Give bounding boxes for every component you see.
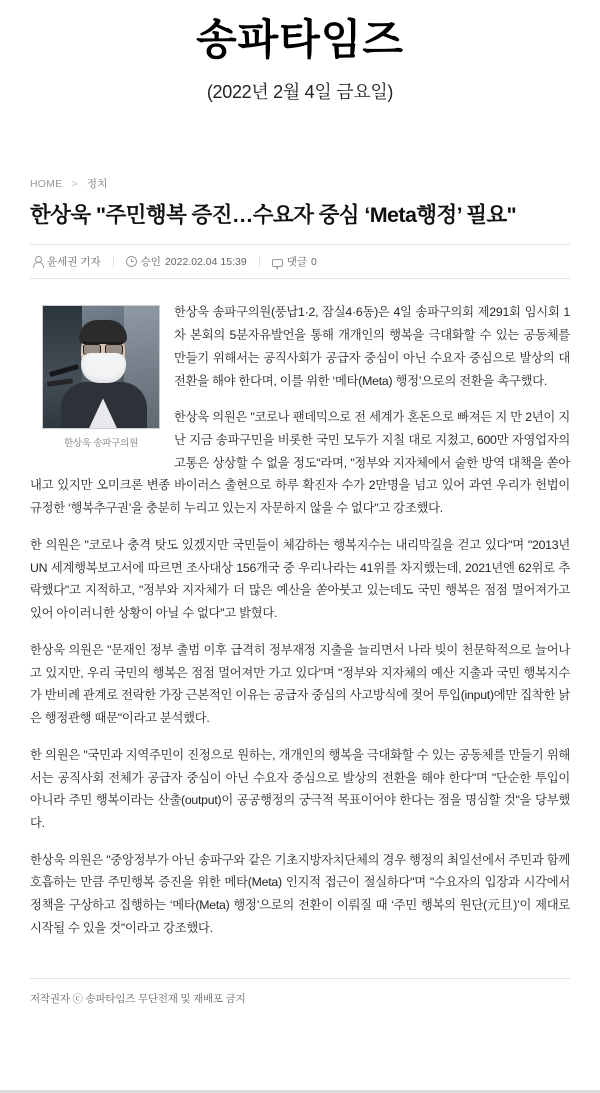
article-container (30, 104, 570, 953)
comment-count[interactable] (272, 254, 329, 269)
publish-time (126, 254, 259, 269)
article-paragraph: 한 의원은 "국민과 지역주민이 진정으로 원하는, 개개인의 행복을 극대화할 수 있는 공동체를 만들기 위해서는 공직사회 전체가 공급자 중심이 아닌 수요자 중심으로 발상의 전환을 해야 한다"며 "단순한 투입이 아니라 주민 행복이라는 산출(output)이 공공행정의 궁극적 목표이어야 한다는 점을 명심할 것"을 당부했다. (30, 747, 570, 830)
glasses-icon (83, 342, 123, 352)
portrait-image (42, 305, 160, 429)
comment-icon (272, 259, 283, 267)
article-paragraph: 한상욱 송파구의원(풍납1·2, 잠실4·6동)은 4일 송파구의회 제291회 임시회 1차 본회의 5분자유발언을 통해 개개인의 행복을 극대화할 수 있는 공동체를 만들기 위해서는 공직사회가 공급자 중심이 아닌 수요자 중심으로 발상의 대전환을 해야 한다며, 이를 위한 ‘메타(Meta) 행정’으로의 전환을 촉구했다. (174, 305, 570, 388)
comments-label: 댓글 (286, 256, 307, 269)
article-meta-bar (30, 244, 570, 279)
page-title: 한상욱 "주민행복 증진…수요자 중심 ‘Meta행정’ 필요" (30, 203, 517, 228)
breadcrumb (30, 176, 570, 191)
article-paragraph: 한 의원은 "코로나 충격 탓도 있겠지만 국민들이 체감하는 행복지수는 내리막길을 걷고 있다"며 "2013년 UN 세계행복보고서에 따르면 조사대상 156개국 중 우리나라는 41위를 차지했는데, 2021년엔 62위로 추락했다"고 지적하고, "정부와 지자체가 더 많은 예산을 쏟아붓고 있는데도 국민 행복은 점점 멀어져가고 있어 아이러니한 상황이 아닐 수 없다"고 밝혔다. (30, 537, 570, 621)
article-figure (42, 305, 160, 453)
meta-divider (259, 257, 260, 267)
article-paragraph: 한상욱 의원은 "코로나 팬데믹으로 전 세계가 혼돈으로 빠져든 지 만 2년이 지난 지금 송파구민을 비롯한 국민 모두가 지칠 대로 지쳤고, 600만 자영업자의 고통은 상상할 수 없을 정도"라며, "정부와 지자체에서 숱한 방역 대책을 쏟아내고 있지만 오미크론 변종 바이러스 출현으로 하루 확진자 수가 2만명을 넘고 있어 과연 우리가 헌법이 규정한 ‘행복추구권’을 충분히 누리고 있는지 자문하지 않을 수 없다"고 강조했다. (30, 410, 570, 516)
byline (32, 254, 113, 269)
face-mask-icon (81, 353, 126, 383)
clock-icon (126, 256, 137, 267)
figure-caption: 한상욱 송파구의원 (63, 438, 139, 450)
article-paragraph: 한상욱 의원은 "문재인 정부 출범 이후 급격히 정부재정 지출을 늘리면서 나라 빚이 천문학적으로 늘어나고 있지만, 우리 국민의 행복은 점점 멀어져만 가고 있다"며 "정부와 지자체의 예산 지출과 국민 행복지수가 반비례 관계로 전락한 가장 근본적인 이유는 공급자 중심의 사고방식에 젖어 투입(input)에만 집착한 낡은 행정관행 때문"이라고 분석했다. (30, 642, 571, 726)
article-paragraph: 한상욱 의원은 "중앙정부가 아닌 송파구와 같은 기초지방자치단체의 경우 행정의 최일선에서 주민과 함께 호흡하는 만큼 주민행복 증진을 위한 메타(Meta) 인지적 접근이 절실하다"며 "수요자의 입장과 시각에서 정책을 구상하고 집행하는 ‘메타(Meta) 행정’으로의 전환이 이뤄질 때 ‘주민 행복의 원단(元旦)’이 제대로 시작될 수 있을 것"이라고 강조했다. (30, 852, 570, 935)
breadcrumb-separator-icon: > (71, 178, 78, 191)
approved-time: 2022.02.04 15:39 (164, 255, 247, 268)
breadcrumb-home[interactable]: HOME (30, 178, 63, 191)
copyright-notice: 저작권자 ⓒ 송파타임즈 무단전재 및 재배포 금지 (30, 978, 570, 1006)
masthead (0, 0, 600, 104)
issue-date: (2022년 2월 4일 금요일) (206, 82, 394, 103)
byline-text[interactable]: 윤세권 기자 (47, 256, 101, 269)
comments-value: 0 (310, 255, 317, 268)
site-title: 송파타임즈 (196, 15, 404, 64)
article-body (30, 279, 570, 953)
person-icon (32, 256, 43, 267)
photo-hair (79, 320, 127, 344)
meta-divider (113, 257, 114, 267)
breadcrumb-section-politics[interactable]: 정치 (86, 178, 108, 191)
approved-label: 승인 (140, 256, 161, 269)
